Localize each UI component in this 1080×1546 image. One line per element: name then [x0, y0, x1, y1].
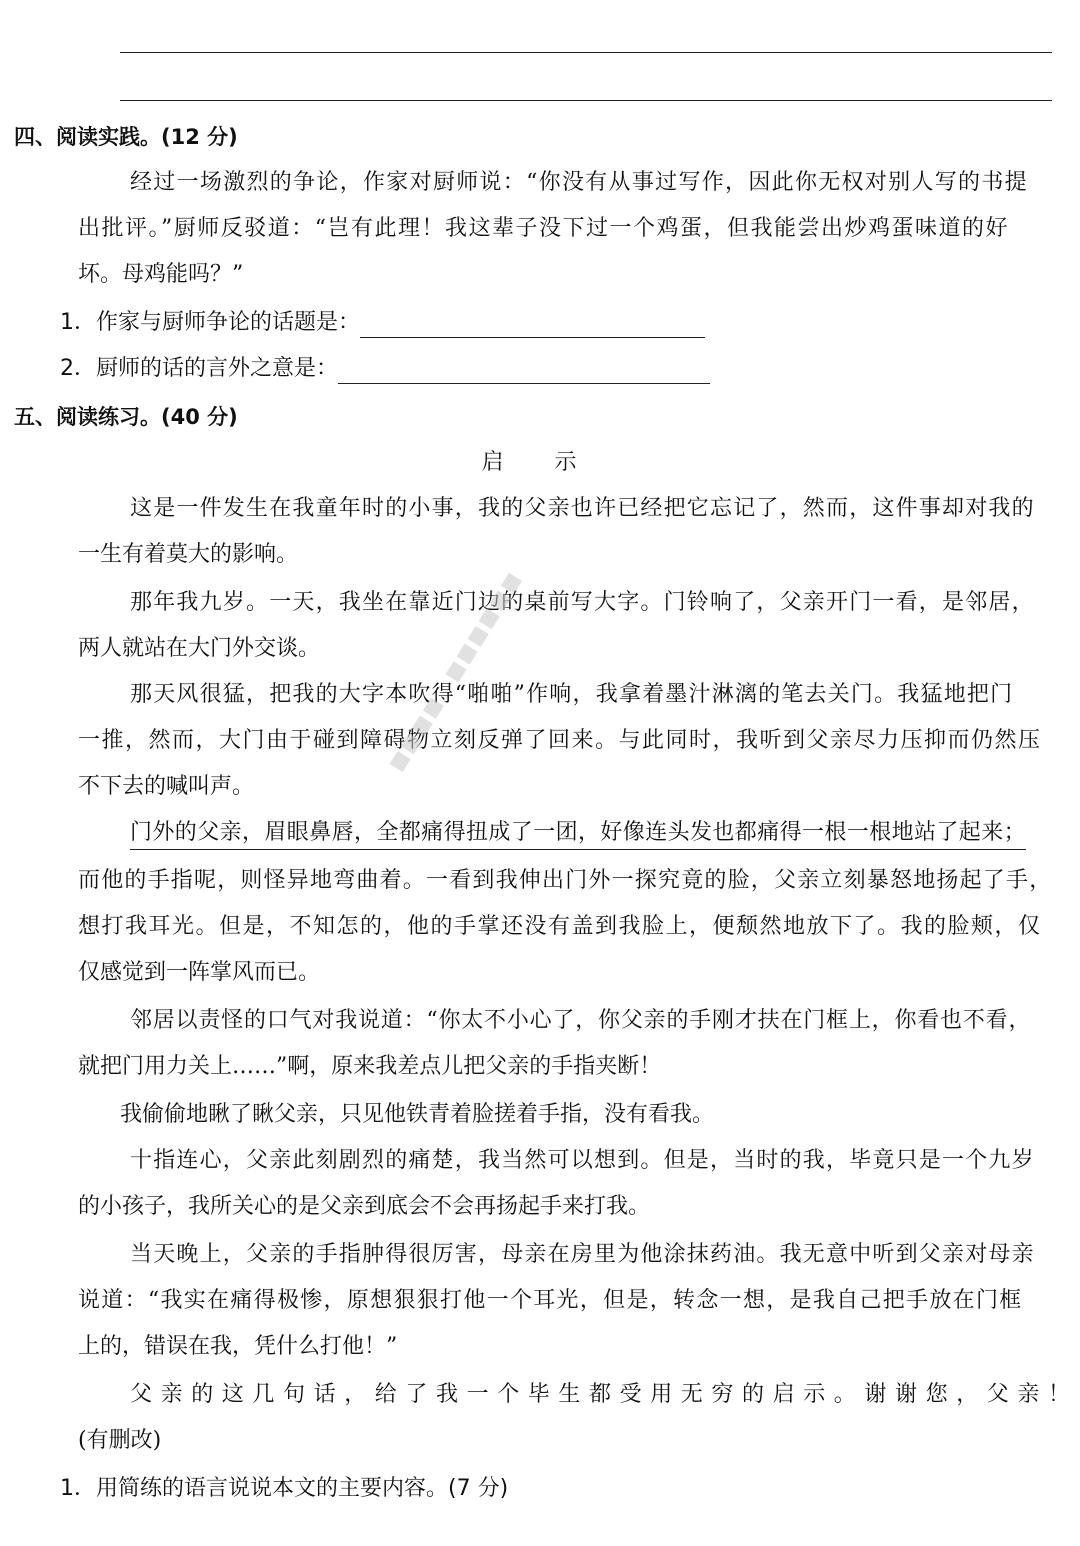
answer-blank[interactable]: [338, 361, 710, 384]
article-line: 两人就站在大门外交谈。: [78, 636, 321, 661]
article-line: 而他的手指呢，则怪异地弯曲着。一看到我伸出门外一探究竟的脸，父亲立刻暴怒地扬起了手，: [78, 868, 1053, 893]
section4-para-line: 经过一场激烈的争论，作家对厨师说：“你没有从事过写作，因此你无权对别人写的书提: [130, 170, 1028, 195]
answer-line: [120, 52, 1052, 53]
article-line: 上的，错误在我，凭什么打他！”: [78, 1334, 398, 1359]
article-line: 就把门用力关上……”啊，原来我差点儿把父亲的手指夹断！: [78, 1054, 662, 1079]
underlined-sentence: 门外的父亲，眉眼鼻唇，全都痛得扭成了一团，好像连头发也都痛得一根一根地站了起来；: [130, 818, 1026, 850]
question-4-1-text: 1．作家与厨师争论的话题是：: [60, 310, 360, 335]
section4-heading: 四、阅读实践。(12 分): [14, 125, 238, 149]
article-line: 一生有着莫大的影响。: [78, 542, 299, 567]
section5-heading: 五、阅读练习。(40 分): [14, 405, 238, 429]
section4-para-line: 坏。母鸡能吗？”: [78, 262, 244, 287]
article-line: 那年我九岁。一天，我坐在靠近门边的桌前写大字。门铃响了，父亲开门一看，是邻居，: [130, 590, 1035, 615]
article-line: 十指连心，父亲此刻剧烈的痛楚，我当然可以想到。但是，当时的我，毕竟只是一个九岁: [130, 1148, 1035, 1173]
article-line: 想打我耳光。但是，不知怎的，他的手掌还没有盖到我脸上，便颓然地放下了。我的脸颊，仅: [78, 914, 1042, 939]
watermark: ■■■■ ■■■■■■: [383, 566, 527, 775]
article-line: 仅感觉到一阵掌风而已。: [78, 960, 321, 985]
question-4-1: [60, 308, 705, 338]
question-5-1: 1．用简练的语言说说本文的主要内容。(7 分): [60, 1476, 509, 1501]
question-4-2: [60, 354, 710, 384]
answer-blank[interactable]: [360, 315, 705, 338]
revision-note: (有删改): [78, 1428, 162, 1453]
article-line: 邻居以责怪的口气对我说道：“你太不小心了，你父亲的手刚才扶在门框上，你看也不看，: [130, 1008, 1032, 1033]
answer-line: [120, 100, 1052, 101]
article-line: 不下去的喊叫声。: [78, 774, 255, 799]
article-line: 当天晚上，父亲的手指肿得很厉害，母亲在房里为他涂抹药油。我无意中听到父亲对母亲: [130, 1242, 1035, 1267]
article-line: 这是一件发生在我童年时的小事，我的父亲也许已经把它忘记了，然而，这件事却对我的: [130, 496, 1035, 521]
article-line: 说道：“我实在痛得极惨，原想狠狠打他一个耳光，但是，转念一想，是我自己把手放在门框: [78, 1288, 1023, 1313]
section4-para-line: 出批评。”厨师反驳道：“岂有此理！我这辈子没下过一个鸡蛋，但我能尝出炒鸡蛋味道的好: [78, 216, 1009, 241]
article-line: 那天风很猛，把我的大字本吹得“啪啪”作响，我拿着墨汁淋漓的笔去关门。我猛地把门: [130, 682, 1014, 707]
article-line: 一推，然而，大门由于碰到障碍物立刻反弹了回来。与此同时，我听到父亲尽力压抑而仍然压: [78, 728, 1042, 753]
article-line: 父亲的这几句话，给了我一个毕生都受用无穷的启示。谢谢您，父亲！: [130, 1382, 1079, 1407]
article-line: 的小孩子，我所关心的是父亲到底会不会再扬起手来打我。: [78, 1194, 651, 1219]
article-line: 我偷偷地瞅了瞅父亲，只见他铁青着脸搓着手指，没有看我。: [120, 1102, 715, 1127]
question-4-2-text: 2．厨师的话的言外之意是：: [60, 356, 338, 381]
article-title: 启 示: [481, 450, 599, 475]
